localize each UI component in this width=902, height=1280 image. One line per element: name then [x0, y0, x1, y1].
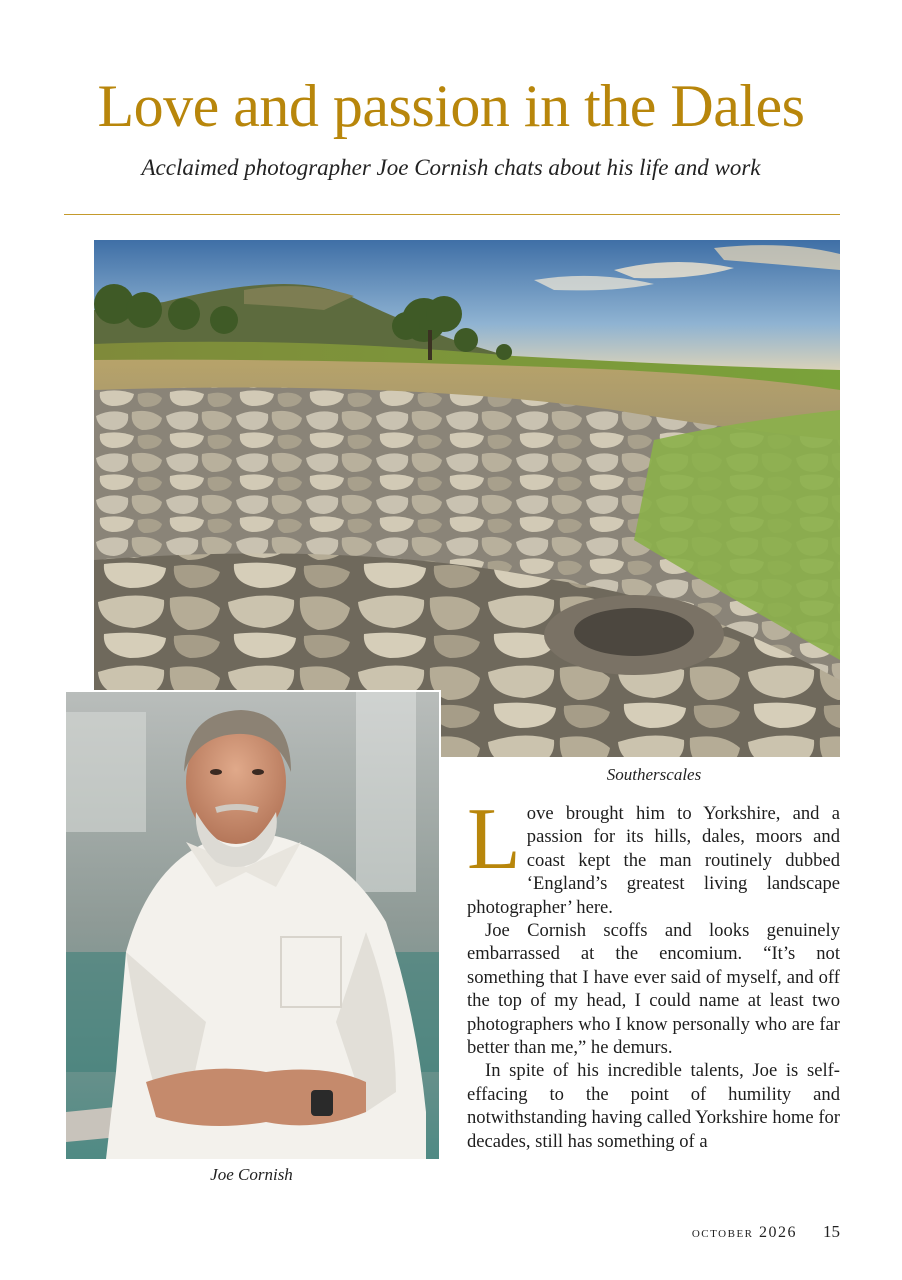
article-title: Love and passion in the Dales [97, 73, 805, 139]
page-footer [600, 1221, 840, 1244]
landscape-photo [94, 240, 840, 757]
landscape-caption: Southerscales [606, 765, 702, 784]
issue-date: october 2026 [691, 1224, 797, 1241]
paragraph-text: ove brought him to Yorkshire, and a passion for its hills, dales, moors and coast kept the man routinely dubbed ‘England’s greatest living landscape photographer’ here. [467, 803, 840, 918]
drop-cap: L [467, 791, 521, 888]
article-body [467, 791, 840, 1153]
title-divider [64, 214, 840, 215]
body-paragraph [467, 791, 840, 919]
body-paragraph: Joe Cornish scoffs and looks genuinely embarrassed at the encomium. “It’s not something that I have ever said of myself, and off the top of my head, I could name at least two photographers who I know personally who are far better than me,” he demurs. [467, 920, 840, 1059]
page-number: 15 [823, 1222, 840, 1241]
article-subtitle: Acclaimed photographer Joe Cornish chats about his life and work [141, 155, 761, 180]
portrait-photo [64, 690, 441, 1161]
portrait-caption: Joe Cornish [210, 1165, 293, 1184]
body-paragraph: In spite of his incredible talents, Joe is self-effacing to the point of humility and notwithstanding having called Yorkshire home for decades, still has something of a [467, 1060, 840, 1152]
